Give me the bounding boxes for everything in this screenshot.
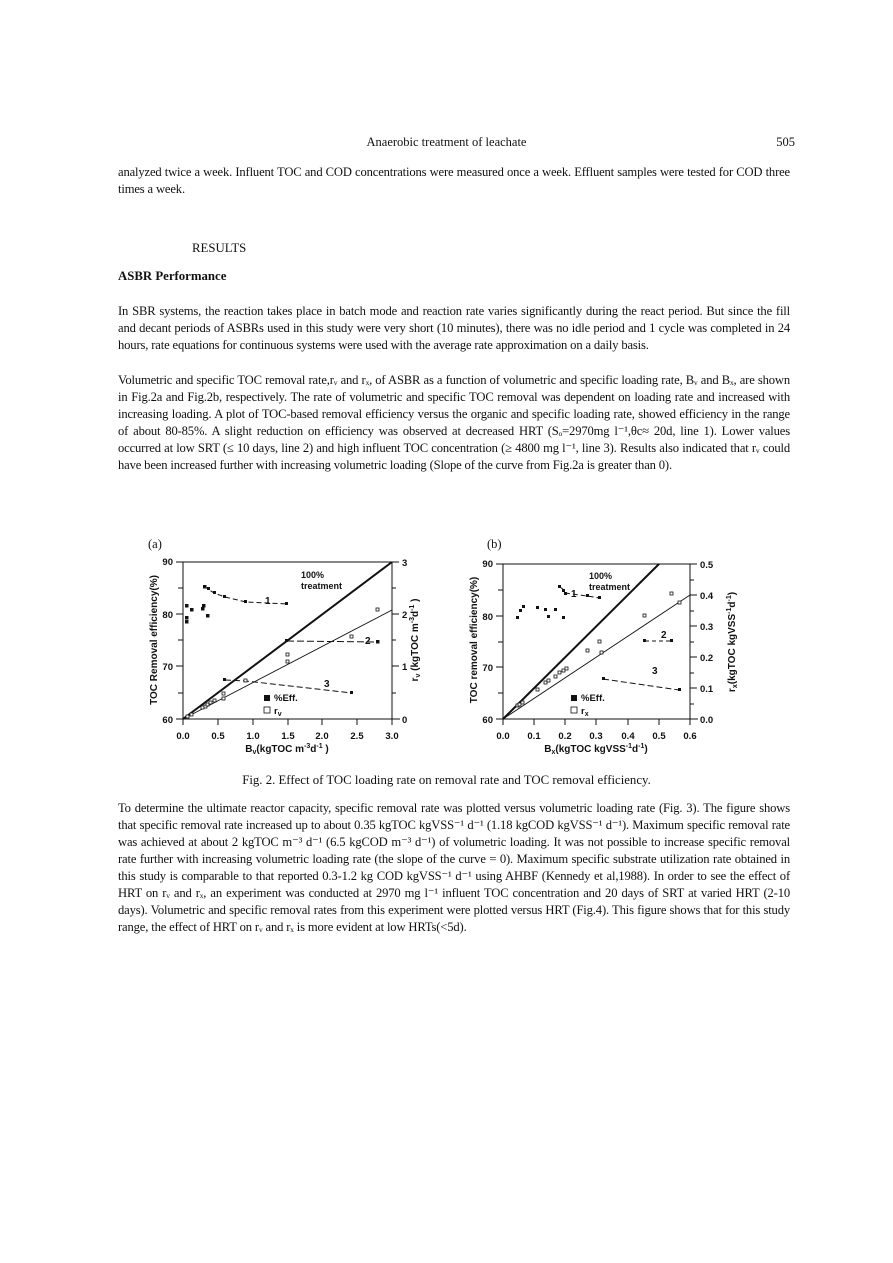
svg-text:2: 2 xyxy=(661,630,667,641)
paragraph-sbr-systems: In SBR systems, the reaction takes place in batch mode and reaction rate varies significantly during the react period. But since the fill and decant periods of ASBRs used in this study were very short (10 minutes), there was no idle period and 1 cycle was completed in 24 hours, rate equations for continuous systems were used with the average rate approximation on a daily basis. xyxy=(118,304,790,352)
svg-text:90: 90 xyxy=(162,557,173,568)
svg-text:100%: 100% xyxy=(589,571,613,581)
svg-text:2.0: 2.0 xyxy=(315,731,329,742)
svg-text:80: 80 xyxy=(162,610,173,621)
svg-text:60: 60 xyxy=(482,715,493,726)
figure-panel-label-a: (a) xyxy=(148,537,162,551)
svg-text:0.0: 0.0 xyxy=(700,715,714,726)
svg-text:0.5: 0.5 xyxy=(211,731,225,742)
svg-text:1.0: 1.0 xyxy=(246,731,260,742)
svg-text:90: 90 xyxy=(482,559,493,570)
svg-text:0.5: 0.5 xyxy=(652,731,666,742)
subsection-heading-asbr: ASBR Performance xyxy=(118,269,227,283)
svg-text:0.0: 0.0 xyxy=(176,731,190,742)
svg-text:0.3: 0.3 xyxy=(589,731,603,742)
svg-text:0.1: 0.1 xyxy=(527,731,541,742)
svg-text:0.2: 0.2 xyxy=(700,653,714,664)
svg-text:Bv(kgTOC m-3d-1 ): $B_v(kgTOC$ $m^{-3}d^{-1}$ ) xyxy=(245,743,329,756)
svg-text:0.0: 0.0 xyxy=(496,731,510,742)
svg-text:rv: $r_v$ xyxy=(274,706,282,718)
svg-text:0.6: 0.6 xyxy=(683,731,697,742)
running-title: Anaerobic treatment of leachate xyxy=(366,135,527,149)
paragraph-removal-rate: Volumetric and specific TOC removal rate,rᵥ and rₓ, of ASBR as a function of volumetric and specific loading rate, Bᵥ and Bₓ, are shown in Fig.2a and Fig.2b, respectively. The rate of volumetric and specific TOC removal was dependent on loading rate and increased with increasing loading. A plot of TOC-based removal efficiency versus the organic and specific loading rate, showed efficiency in the range of about 80-85%. A slight reduction on efficiency was observed at decreased HRT (Sₒ=2970mg l⁻¹,θc≈ 20d, line 1). Lower values occurred at low SRT (≤ 10 days, line 2) and high influent TOC concentration (≥ 4800 mg l⁻¹, line 3). Results also indicated that rᵥ could have been increased further with increasing volumetric loading (Slope of the curve from Fig.2a is greater than 0). xyxy=(118,373,790,472)
chart-b xyxy=(460,552,770,772)
svg-text:TOC Removal efficiency(%): TOC Removal efficiency(%) xyxy=(149,575,160,705)
paragraph-methods-end: analyzed twice a week. Influent TOC and COD concentrations were measured once a week. Effluent samples were tested for COD three times a week. xyxy=(118,165,790,196)
svg-text:treatment: treatment xyxy=(301,581,343,591)
svg-text:70: 70 xyxy=(162,662,173,673)
svg-text:0: 0 xyxy=(402,715,408,726)
svg-text:3.0: 3.0 xyxy=(385,731,399,742)
svg-text:0.5: 0.5 xyxy=(700,560,714,571)
svg-text:2.5: 2.5 xyxy=(350,731,364,742)
svg-text:0.1: 0.1 xyxy=(700,684,714,695)
svg-text:rx(kgTOC kgVSS-1d-1): $r_x(kgTOC$ $kgVSS^{-1}d^{-1}$) xyxy=(726,591,739,693)
svg-text:%Eff.: %Eff. xyxy=(274,693,298,704)
svg-text:1.5: 1.5 xyxy=(281,731,295,742)
svg-text:1: 1 xyxy=(265,596,271,607)
figure-panel-label-b: (b) xyxy=(487,537,502,551)
figure-caption: Fig. 2. Effect of TOC loading rate on removal rate and TOC removal efficiency. xyxy=(242,773,651,787)
chart-a xyxy=(130,552,430,772)
svg-text:rv (kgTOC m-3d-1 ): $r_v$ (kgTOC $m^{-3}d^{-1}$ ) xyxy=(409,598,422,682)
svg-text:0.4: 0.4 xyxy=(621,731,635,742)
svg-text:0.2: 0.2 xyxy=(558,731,572,742)
svg-text:3: 3 xyxy=(324,679,330,690)
svg-text:1: 1 xyxy=(571,589,577,600)
svg-text:70: 70 xyxy=(482,663,493,674)
paragraph-reactor-capacity: To determine the ultimate reactor capacity, specific removal rate was plotted versus volumetric loading rate (Fig. 3). The figure shows that specific removal rate increased up to about 0.35 kgTOC kgVSS⁻¹ d⁻¹ (1.18 kgCOD kgVSS⁻¹ d⁻¹). Maximum specific removal rate was achieved at about 2 kgTOC m⁻³ d⁻¹ (6.5 kgCOD m⁻³ d⁻¹) of volumetric loading. It was not possible to increase specific removal rate further with increasing volumetric loading rate (the slope of the curve = 0). Maximum specific substrate utilization rate obtained in this study is comparable to that reported 0.3-1.2 kg COD kgVSS⁻¹ d⁻¹ using AHBF (Kennedy et al,1988). In order to see the effect of HRT on rᵥ and rₓ, an experiment was conducted at 2970 mg l⁻¹ influent TOC concentration and 20 days of SRT at varied HRT (2-10 days). Volumetric and specific removal rates from this experiment were plotted versus HRT (Fig.4). This figure shows that for this study range, the effect of HRT on rᵥ and rₓ is more evident at low HRTs(<5d). xyxy=(118,801,790,934)
svg-text:80: 80 xyxy=(482,612,493,623)
page-number: 505 xyxy=(776,135,795,149)
svg-text:1: 1 xyxy=(402,662,408,673)
svg-text:60: 60 xyxy=(162,715,173,726)
svg-text:rx: $r_x$ xyxy=(581,706,589,718)
svg-text:2: 2 xyxy=(365,636,371,647)
svg-text:0.4: 0.4 xyxy=(700,591,714,602)
svg-text:100%: 100% xyxy=(301,570,325,580)
svg-text:TOC removal efficiency(%): TOC removal efficiency(%) xyxy=(469,576,480,704)
svg-text:treatment: treatment xyxy=(589,582,631,592)
svg-text:Bx(kgTOC kgVSS-1d-1): $B_x(kgTOC$ $kgVSS^{-1}d^{-1}$) xyxy=(544,743,648,756)
svg-text:0.3: 0.3 xyxy=(700,622,714,633)
svg-text:%Eff.: %Eff. xyxy=(581,693,605,704)
svg-text:3: 3 xyxy=(652,666,658,677)
svg-text:3: 3 xyxy=(402,558,408,569)
svg-text:2: 2 xyxy=(402,610,408,621)
section-heading-results: RESULTS xyxy=(192,241,247,255)
